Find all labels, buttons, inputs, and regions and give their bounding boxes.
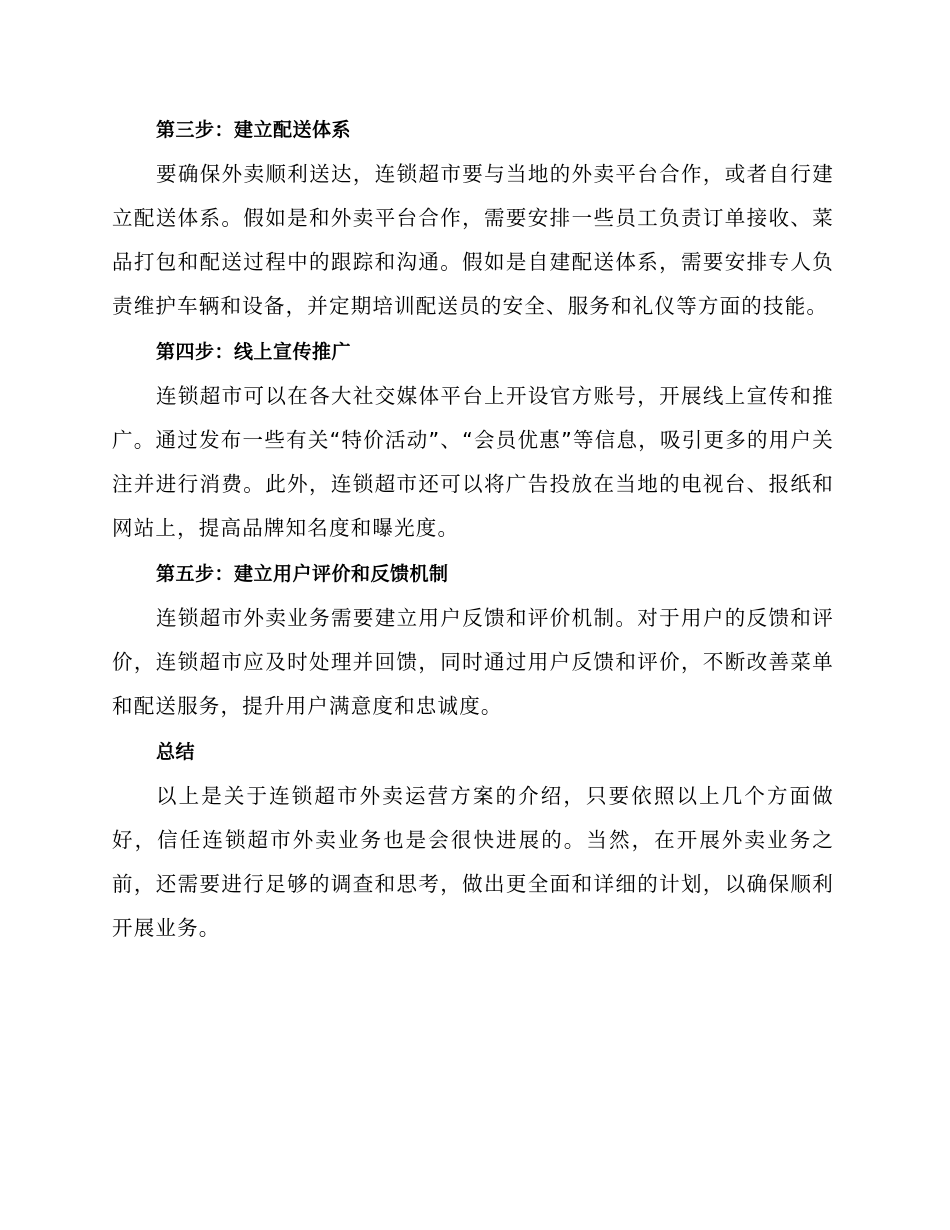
section-paragraph: 连锁超市外卖业务需要建立用户反馈和评价机制。对于用户的反馈和评价，连锁超市应及时处理并回馈，同时通过用户反馈和评价，不断改善菜单和配送服务，提升用户满意度和忠诚度。 [112,606,834,718]
section-paragraph: 连锁超市可以在各大社交媒体平台上开设官方账号，开展线上宣传和推广。通过发布一些有关“特价活动”、“会员优惠”等信息，吸引更多的用户关注并进行消费。此外，连锁超市还可以将广告投放在当地的电视台、报纸和网站上，提高品牌知名度和曝光度。 [112,384,834,540]
document-body [112,108,834,952]
section-paragraph: 以上是关于连锁超市外卖运营方案的介绍，只要依照以上几个方面做好，信任连锁超市外卖业务也是会很快进展的。当然，在开展外卖业务之前，还需要进行足够的调查和思考，做出更全面和详细的计划，以确保顺利开展业务。 [112,784,834,940]
section-step-four [112,330,834,550]
section-heading: 第四步：线上宣传推广 [156,341,352,363]
section-step-five [112,552,834,728]
section-heading: 总结 [156,741,196,763]
section-step-three [112,108,834,328]
section-paragraph: 要确保外卖顺利送达，连锁超市要与当地的外卖平台合作，或者自行建立配送体系。假如是和外卖平台合作，需要安排一些员工负责订单接收、菜品打包和配送过程中的跟踪和沟通。假如是自建配送体系，需要安排专人负责维护车辆和设备，并定期培训配送员的安全、服务和礼仪等方面的技能。 [112,162,834,318]
section-summary [112,730,834,950]
section-heading: 第五步：建立用户评价和反馈机制 [156,563,449,585]
section-heading: 第三步：建立配送体系 [156,119,352,141]
